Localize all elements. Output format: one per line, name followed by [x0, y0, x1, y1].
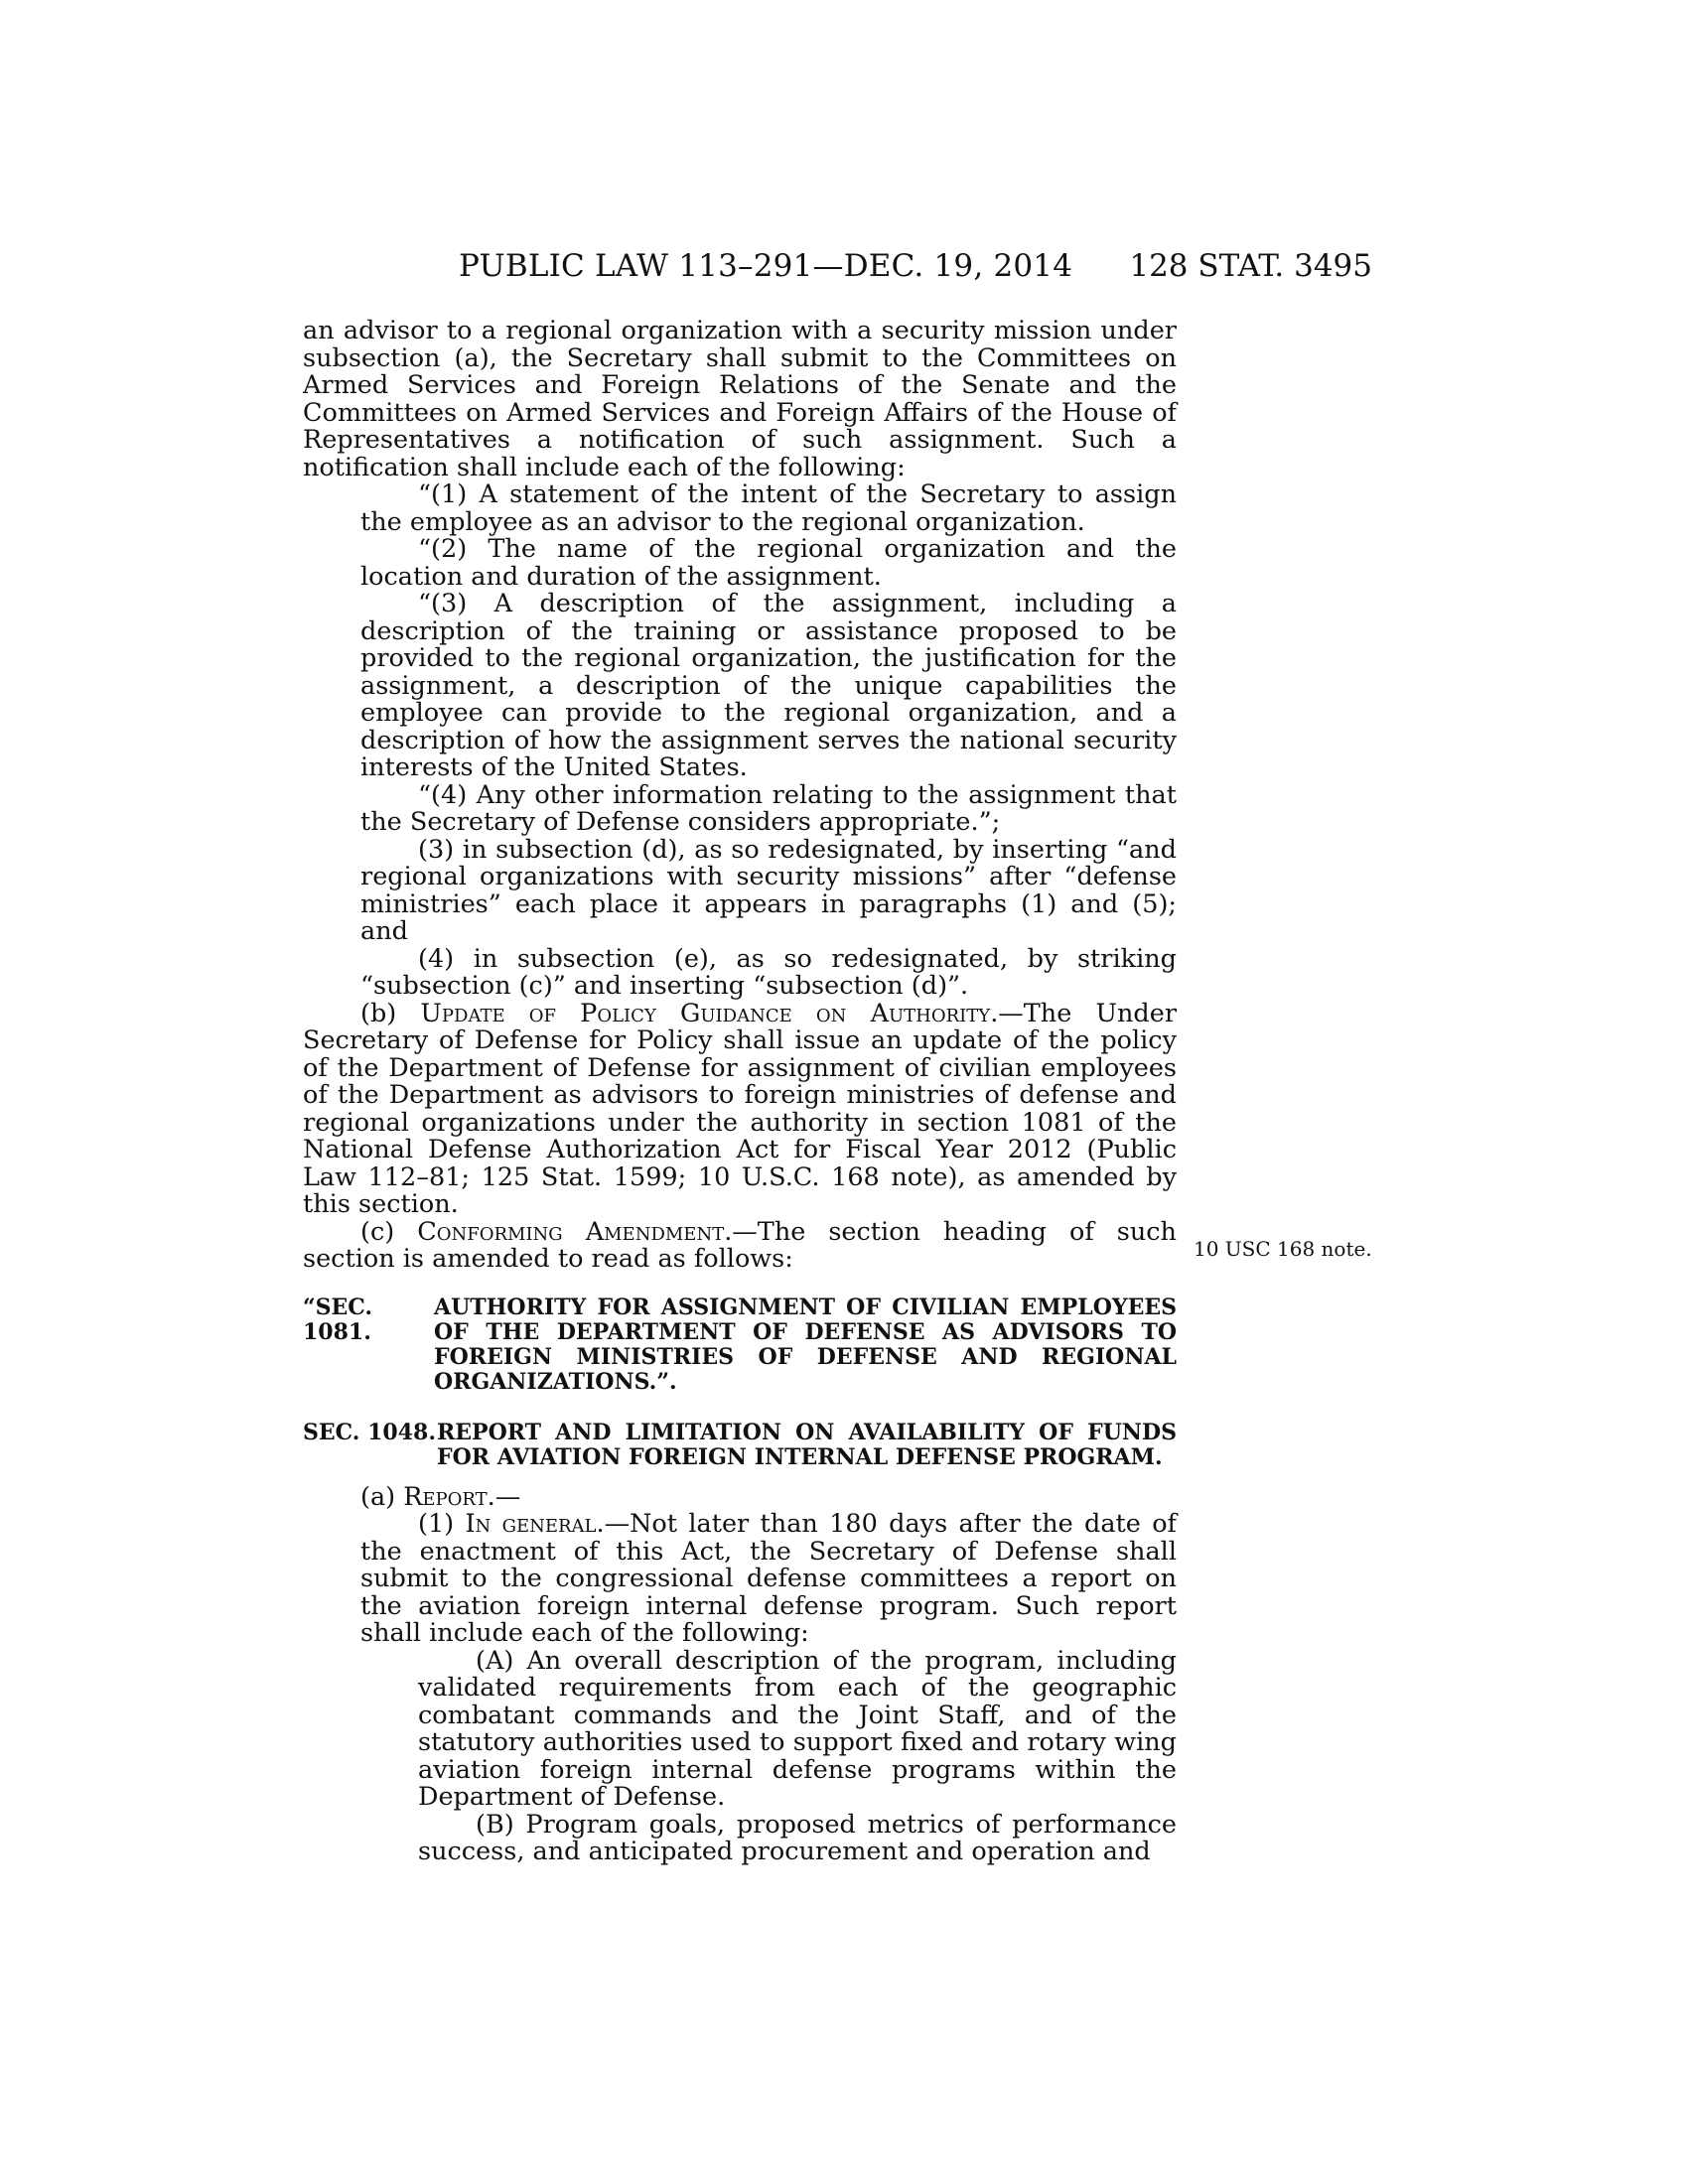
subsection-b-label: (b)	[360, 998, 421, 1028]
subsection-b-text: .—The Under Secretary of Defense for Policy shall issue an update of the policy of the Department of Defense for assignment of civilian employees of the Department as advisors to foreign ministries of defense and regional organizations under the authority in section 1081 of the National Defense Authorization Act for Fiscal Year 2012 (Public Law 112–81; 125 Stat. 1599; 10 U.S.C. 168 note), as amended by this section.	[303, 998, 1178, 1219]
section-1081-heading	[303, 1296, 1177, 1395]
subsection-a-label: (a)	[360, 1481, 404, 1512]
subsection-a	[303, 1481, 1177, 1512]
intro-paragraph: an advisor to a regional organization with a security mission under subsection (a), the Secretary shall submit to the Committees on Armed Services and Foreign Relations of the Senate and the Committees on Armed Services and Foreign Affairs of the House of Representatives a notification of such assignment. Such a notification shall include each of the following:	[303, 316, 1177, 482]
subsection-c-label: (c)	[360, 1216, 418, 1247]
quoted-item-4: “(4) Any other information relating to the assignment that the Secretary of Defense considers appropriate.”;	[360, 779, 1177, 837]
subparagraph-a: (A) An overall description of the program, including validated requirements from each of the geographic combatant commands and the Joint Staff, and of the statutory authorities used to support fixed and rotary wing aviation foreign internal defense programs within the Department of Defense.	[418, 1645, 1177, 1812]
page-header	[300, 248, 1372, 288]
quoted-item-2: “(2) The name of the regional organization and the location and duration of the assignment.	[360, 534, 1177, 592]
section-1081-title: AUTHORITY FOR ASSIGNMENT OF CIVILIAN EMPLOYEES OF THE DEPARTMENT OF DEFENSE AS ADVISORS TO FOREIGN MINISTRIES OF DEFENSE AND REGIONAL ORGANIZATIONS.”.	[434, 1294, 1177, 1395]
margin-note: 10 USC 168 note.	[1194, 1237, 1372, 1261]
amend-item-4: (4) in subsection (e), as so redesignated, by striking “subsection (c)” and inserting “subsection (d)”.	[360, 943, 1177, 1001]
paragraph-1	[360, 1511, 1177, 1648]
section-1048-title: REPORT AND LIMITATION ON AVAILABILITY OF FUNDS FOR AVIATION FOREIGN INTERNAL DEFENSE PROGRAM.	[437, 1419, 1177, 1470]
section-1048-heading	[303, 1421, 1177, 1470]
stat-page-number: 128 STAT. 3495	[1129, 248, 1372, 284]
subsection-a-suffix: .—	[487, 1481, 521, 1512]
section-1081-label: “SEC. 1081.	[303, 1294, 373, 1345]
quoted-item-3: “(3) A description of the assignment, including a description of the training or assistance proposed to be provided to the regional organization, the justification for the assignment, a description of the unique capabilities the employee can provide to the regional organization, and a description of how the assignment serves the national security interests of the United States.	[360, 589, 1177, 782]
document-body	[303, 318, 1177, 1866]
subparagraph-b: (B) Program goals, proposed metrics of performance success, and anticipated procurement and operation and	[418, 1809, 1177, 1866]
paragraph-1-text: .—Not later than 180 days after the date of the enactment of this Act, the Secretary of Defense shall submit to the congressional defense committees a report on the aviation foreign internal defense program. Such report shall include each of the following:	[360, 1509, 1177, 1648]
quoted-item-1: “(1) A statement of the intent of the Secretary to assign the employee as an advisor to the regional organization.	[360, 479, 1177, 537]
paragraph-1-label: (1)	[418, 1509, 466, 1539]
subsection-a-title: Report	[403, 1481, 488, 1512]
section-1048-label: SEC. 1048.	[303, 1419, 436, 1445]
law-citation: PUBLIC LAW 113–291—DEC. 19, 2014	[459, 248, 1073, 284]
subsection-c-title: Conforming Amendment	[417, 1216, 725, 1247]
subsection-c	[303, 1216, 1177, 1274]
subsection-b-title: Update of Policy Guidance on Authority	[420, 998, 991, 1028]
subsection-c-text: .—The section heading of such section is amended to read as follows:	[303, 1216, 1177, 1274]
paragraph-1-title: In general	[465, 1509, 597, 1539]
amend-item-3: (3) in subsection (d), as so redesignated, by inserting “and regional organizations with security missions” after “defense ministries” each place it appears in paragraphs (1) and (5); and	[360, 834, 1177, 946]
subsection-b	[303, 998, 1178, 1219]
